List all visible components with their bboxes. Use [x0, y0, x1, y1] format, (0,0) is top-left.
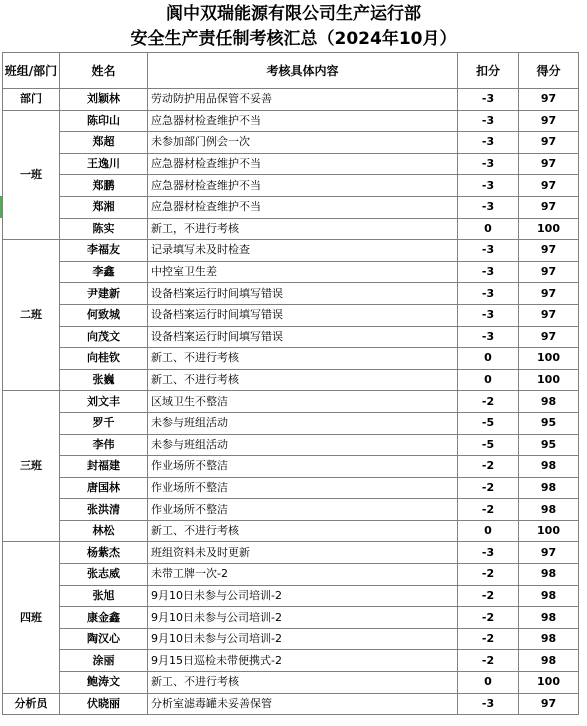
score-cell[interactable]: 98	[519, 477, 579, 499]
name-cell[interactable]: 郑鹏	[60, 175, 148, 197]
table-row	[3, 607, 579, 629]
score-cell[interactable]: 97	[519, 175, 579, 197]
score-cell[interactable]: 97	[519, 693, 579, 715]
name-cell[interactable]: 郑湘	[60, 196, 148, 218]
content-cell[interactable]: 分析室滤毒罐未妥善保管	[148, 693, 458, 715]
table-row	[3, 304, 579, 326]
team-cell[interactable]: 部门	[3, 89, 60, 111]
table-row	[3, 89, 579, 111]
deduction-cell[interactable]: -2	[458, 391, 519, 413]
table-row	[3, 153, 579, 175]
name-cell[interactable]: 李伟	[60, 434, 148, 456]
score-cell[interactable]: 95	[519, 434, 579, 456]
table-row	[3, 348, 579, 370]
table-row	[3, 434, 579, 456]
content-cell[interactable]: 未参与班组活动	[148, 434, 458, 456]
content-cell[interactable]: 9月10日未参与公司培训-2	[148, 628, 458, 650]
name-cell[interactable]: 王逸川	[60, 153, 148, 175]
deduction-cell[interactable]: -3	[458, 693, 519, 715]
name-cell[interactable]: 陈实	[60, 218, 148, 240]
score-cell[interactable]: 97	[519, 196, 579, 218]
content-cell[interactable]: 设备档案运行时间填写错误	[148, 326, 458, 348]
name-cell[interactable]: 康金鑫	[60, 607, 148, 629]
score-cell[interactable]: 98	[519, 607, 579, 629]
deduction-cell[interactable]: -3	[458, 153, 519, 175]
team-cell[interactable]: 二班	[3, 240, 60, 391]
content-cell[interactable]: 新工，不进行考核	[148, 218, 458, 240]
name-cell[interactable]: 张志威	[60, 564, 148, 586]
content-cell[interactable]: 区域卫生不整洁	[148, 391, 458, 413]
score-cell[interactable]: 97	[519, 89, 579, 111]
table-row	[3, 132, 579, 154]
name-cell[interactable]: 李福友	[60, 240, 148, 262]
score-cell[interactable]: 97	[519, 132, 579, 154]
content-cell[interactable]: 班组资料未及时更新	[148, 542, 458, 564]
score-cell[interactable]: 97	[519, 153, 579, 175]
deduction-cell[interactable]: -2	[458, 456, 519, 478]
name-cell[interactable]: 何致城	[60, 304, 148, 326]
table-row	[3, 175, 579, 197]
name-cell[interactable]: 向茂文	[60, 326, 148, 348]
table-row	[3, 369, 579, 391]
header-deduction[interactable]: 扣分	[458, 53, 519, 89]
deduction-cell[interactable]: -3	[458, 89, 519, 111]
score-cell[interactable]: 97	[519, 326, 579, 348]
name-cell[interactable]: 杨紫杰	[60, 542, 148, 564]
score-cell[interactable]: 97	[519, 283, 579, 305]
score-cell[interactable]: 95	[519, 412, 579, 434]
content-cell[interactable]: 未参加部门例会一次	[148, 132, 458, 154]
score-cell[interactable]: 97	[519, 261, 579, 283]
table-row	[3, 628, 579, 650]
content-cell[interactable]: 9月15日巡检未带便携式-2	[148, 650, 458, 672]
score-cell[interactable]: 100	[519, 348, 579, 370]
table-row	[3, 391, 579, 413]
content-cell[interactable]: 新工、不进行考核	[148, 520, 458, 542]
table-row	[3, 499, 579, 521]
content-cell[interactable]: 未参与班组活动	[148, 412, 458, 434]
content-cell[interactable]: 应急器材检查维护不当	[148, 175, 458, 197]
table-row	[3, 477, 579, 499]
header-team[interactable]: 班组/部门	[3, 53, 60, 89]
name-cell[interactable]: 伏晓丽	[60, 693, 148, 715]
deduction-cell[interactable]: -2	[458, 607, 519, 629]
name-cell[interactable]: 张洪清	[60, 499, 148, 521]
deduction-cell[interactable]: -5	[458, 434, 519, 456]
name-cell[interactable]: 罗千	[60, 412, 148, 434]
table-row	[3, 520, 579, 542]
score-cell[interactable]: 97	[519, 110, 579, 132]
score-cell[interactable]: 98	[519, 499, 579, 521]
table-row	[3, 650, 579, 672]
content-cell[interactable]: 作业场所不整洁	[148, 456, 458, 478]
content-cell[interactable]: 9月10日未参与公司培训-2	[148, 585, 458, 607]
deduction-cell[interactable]: -3	[458, 132, 519, 154]
name-cell[interactable]: 陶汉心	[60, 628, 148, 650]
deduction-cell[interactable]: 0	[458, 348, 519, 370]
content-cell[interactable]: 未带工牌一次-2	[148, 564, 458, 586]
deduction-cell[interactable]: -2	[458, 585, 519, 607]
name-cell[interactable]: 鲍涛文	[60, 672, 148, 694]
content-cell[interactable]: 应急器材检查维护不当	[148, 110, 458, 132]
deduction-cell[interactable]: 0	[458, 520, 519, 542]
deduction-cell[interactable]: -3	[458, 304, 519, 326]
score-cell[interactable]: 98	[519, 456, 579, 478]
deduction-cell[interactable]: -3	[458, 110, 519, 132]
content-cell[interactable]: 劳动防护用品保管不妥善	[148, 89, 458, 111]
table-row	[3, 261, 579, 283]
table-row	[3, 564, 579, 586]
table-row	[3, 110, 579, 132]
deduction-cell[interactable]: -3	[458, 175, 519, 197]
team-cell[interactable]: 三班	[3, 391, 60, 542]
score-cell[interactable]: 97	[519, 542, 579, 564]
name-cell[interactable]: 向桂钦	[60, 348, 148, 370]
team-cell[interactable]: 分析员	[3, 693, 60, 715]
deduction-cell[interactable]: -3	[458, 196, 519, 218]
deduction-cell[interactable]: -3	[458, 283, 519, 305]
table-row	[3, 240, 579, 262]
content-cell[interactable]: 新工、不进行考核	[148, 348, 458, 370]
header-row	[3, 53, 579, 89]
team-cell[interactable]: 一班	[3, 110, 60, 240]
name-cell[interactable]: 涂丽	[60, 650, 148, 672]
deduction-cell[interactable]: 0	[458, 369, 519, 391]
deduction-cell[interactable]: -2	[458, 650, 519, 672]
deduction-cell[interactable]: -3	[458, 326, 519, 348]
header-score[interactable]: 得分	[519, 53, 579, 89]
table-row	[3, 283, 579, 305]
deduction-cell[interactable]: -2	[458, 499, 519, 521]
table-row	[3, 218, 579, 240]
name-cell[interactable]: 刘颖林	[60, 89, 148, 111]
score-cell[interactable]: 98	[519, 564, 579, 586]
content-cell[interactable]: 应急器材检查维护不当	[148, 196, 458, 218]
name-cell[interactable]: 林松	[60, 520, 148, 542]
content-cell[interactable]: 作业场所不整洁	[148, 499, 458, 521]
content-cell[interactable]: 记录填写未及时检查	[148, 240, 458, 262]
score-cell[interactable]: 98	[519, 650, 579, 672]
content-cell[interactable]: 设备档案运行时间填写错误	[148, 304, 458, 326]
deduction-cell[interactable]: -3	[458, 542, 519, 564]
name-cell[interactable]: 郑超	[60, 132, 148, 154]
deduction-cell[interactable]: 0	[458, 672, 519, 694]
table-row	[3, 672, 579, 694]
header-content[interactable]: 考核具体内容	[148, 53, 458, 89]
header-name[interactable]: 姓名	[60, 53, 148, 89]
deduction-cell[interactable]: -2	[458, 477, 519, 499]
name-cell[interactable]: 尹建新	[60, 283, 148, 305]
deduction-cell[interactable]: -3	[458, 240, 519, 262]
document-title: 阆中双瑞能源有限公司生产运行部	[166, 4, 421, 24]
table-row	[3, 412, 579, 434]
deduction-cell[interactable]: -2	[458, 628, 519, 650]
content-cell[interactable]: 新工、不进行考核	[148, 369, 458, 391]
content-cell[interactable]: 应急器材检查维护不当	[148, 153, 458, 175]
score-cell[interactable]: 97	[519, 240, 579, 262]
deduction-cell[interactable]: -5	[458, 412, 519, 434]
score-cell[interactable]: 98	[519, 628, 579, 650]
deduction-cell[interactable]: -2	[458, 564, 519, 586]
score-cell[interactable]: 100	[519, 369, 579, 391]
content-cell[interactable]: 新工、不进行考核	[148, 672, 458, 694]
name-cell[interactable]: 陈印山	[60, 110, 148, 132]
name-cell[interactable]: 张巍	[60, 369, 148, 391]
name-cell[interactable]: 封福建	[60, 456, 148, 478]
score-cell[interactable]: 98	[519, 391, 579, 413]
name-cell[interactable]: 唐国林	[60, 477, 148, 499]
name-cell[interactable]: 李鑫	[60, 261, 148, 283]
table-row	[3, 326, 579, 348]
deduction-cell[interactable]: 0	[458, 218, 519, 240]
score-cell[interactable]: 100	[519, 520, 579, 542]
table-row	[3, 456, 579, 478]
score-cell[interactable]: 100	[519, 218, 579, 240]
table-row	[3, 196, 579, 218]
assessment-table	[2, 52, 579, 715]
score-cell[interactable]: 98	[519, 585, 579, 607]
content-cell[interactable]: 设备档案运行时间填写错误	[148, 283, 458, 305]
content-cell[interactable]: 9月10日未参与公司培训-2	[148, 607, 458, 629]
score-cell[interactable]: 100	[519, 672, 579, 694]
document-subtitle: 安全生产责任制考核汇总（2024年10月）	[130, 29, 457, 49]
name-cell[interactable]: 张旭	[60, 585, 148, 607]
name-cell[interactable]: 刘文丰	[60, 391, 148, 413]
table-row	[3, 542, 579, 564]
deduction-cell[interactable]: -3	[458, 261, 519, 283]
table-row	[3, 585, 579, 607]
content-cell[interactable]: 中控室卫生差	[148, 261, 458, 283]
score-cell[interactable]: 97	[519, 304, 579, 326]
table-row	[3, 693, 579, 715]
team-cell[interactable]: 四班	[3, 542, 60, 693]
content-cell[interactable]: 作业场所不整洁	[148, 477, 458, 499]
